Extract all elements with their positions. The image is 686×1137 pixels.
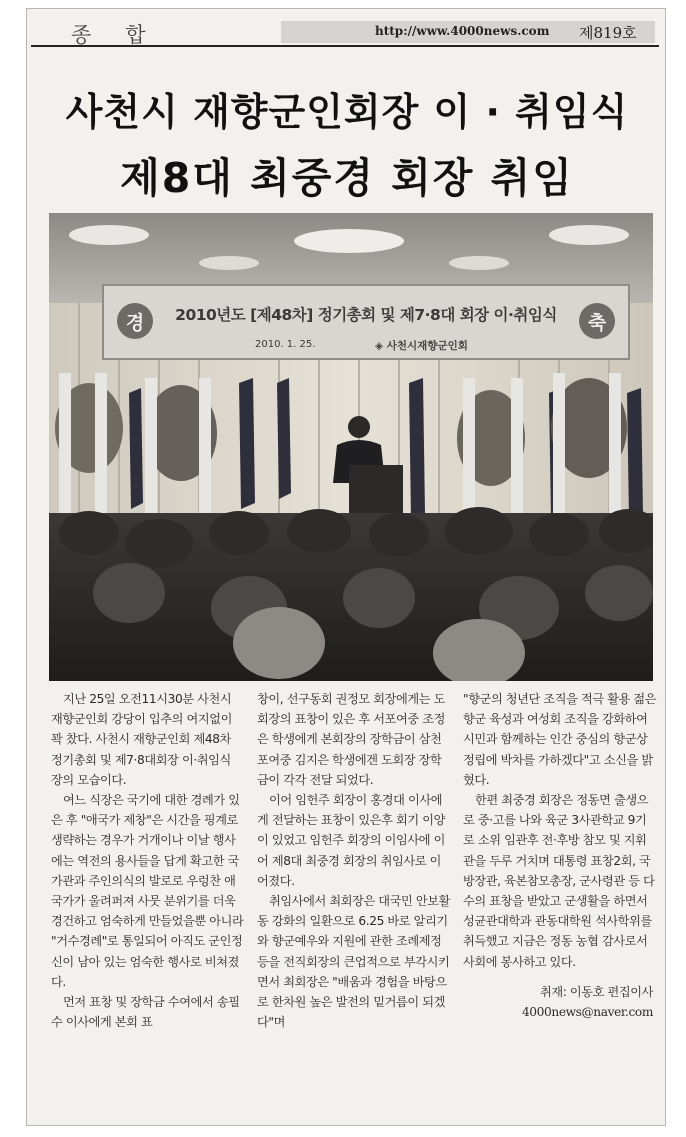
- reporter-email[interactable]: 4000news@naver.com: [521, 1005, 653, 1020]
- paragraph: 취임사에서 최회장은 대국민 안보활동 강화의 일환으로 6.25 바로 알리기와 향군예우와 지원에 관한 조례제정 등을 전직회장의 큰업적으로 부각시키면서 최회장은 "배움과 경험을 바탕으로 한차원 높은 발전의 밑거름이 되겠다"며: [257, 894, 451, 1030]
- article-column-3: [463, 689, 657, 1022]
- newspaper-page: [26, 8, 666, 1126]
- article-column-1: [51, 689, 245, 1032]
- paragraph: 이어 임헌주 회장이 홍경대 이사에게 전달하는 표창이 있은후 회기 이양이 있었고 임헌주 회장의 이임사에 이어 제8대 최중경 회장의 취임사로 이어졌다.: [257, 793, 445, 888]
- paragraph: 창이, 선구동회 권정모 회장에게는 도회장의 표창이 있은 후 서포여중 조정은 학생에게 본회장의 장학금이 삼천포여중 김지은 학생에겐 도회장 장학금이 각각 전달 되었다.: [257, 692, 445, 787]
- page-header: [31, 17, 659, 47]
- paragraph: 여느 식장은 국기에 대한 경례가 있은 후 "애국가 제창"은 시간을 핑계로 생략하는 경우가 거개이나 이날 행사에는 역전의 용사들을 답게 확고한 국가관과 주인의식의 발로로 우렁찬 애국가가 울려퍼져 사뭇 분위기를 더욱 경건하고 엄숙하게 만들었을뿐 아니라 "거수경례"로 통일되어 아직도 군인정신이 남아 있는 엄숙한 행사로 비쳐졌다.: [51, 793, 244, 989]
- banner-org: ◈ 사천시재향군인회: [375, 340, 468, 352]
- section-label: 종합: [71, 23, 180, 47]
- paragraph: 지난 25일 오전11시30분 사천시 재향군인회 강당이 입추의 여지없이 꽉 찼다. 사천시 재향군인회 제48차 정기총회 및 제7·8대회장 이·취임식 장의 모습이다.: [51, 692, 233, 787]
- site-url[interactable]: http://www.4000news.com: [375, 24, 550, 38]
- banner-right-mark: 축: [587, 312, 607, 334]
- banner-left-mark: 경: [125, 312, 145, 334]
- paragraph: 한편 최중경 회장은 정동면 출생으로 중·고를 나와 육군 3사관학교 9기로 소위 임관후 전·후방 참모 및 지휘관을 두루 거치며 대통령 표창2회, 국방장관, 육본참모총장, 군사령관 등 다수의 표창을 받았고 군생활을 하면서 성균관대학과 관동대학원 석사학위를 취득했고 지금은 정동 농협 감사로서 사회에 봉사하고 있다.: [463, 793, 655, 969]
- issue-number: 제819호: [579, 24, 637, 42]
- headline-main: 사천시 재향군인회장 이 · 취임식: [65, 90, 629, 134]
- event-photo: [49, 213, 653, 681]
- paragraph: "향군의 청년단 조직을 적극 활용 젊은 향군 육성과 여성회 조직을 강화하여 시민과 함께하는 인간 중심의 향군상 정립에 박차를 가하겠다"고 소신을 밝혔다.: [463, 692, 657, 787]
- banner-date: 2010. 1. 25.: [255, 339, 316, 350]
- byline: 취재: 이동호 편집이사: [539, 984, 653, 999]
- article-column-2: [257, 689, 451, 1032]
- headline-sub: 제8대 최중경 회장 취임: [120, 154, 574, 202]
- paragraph: 먼저 표창 및 장학금 수여에서 송필수 이사에게 본회 표: [51, 995, 240, 1030]
- banner-title: 2010년도 [제48차] 정기총회 및 제7·8대 회장 이·취임식: [175, 306, 557, 324]
